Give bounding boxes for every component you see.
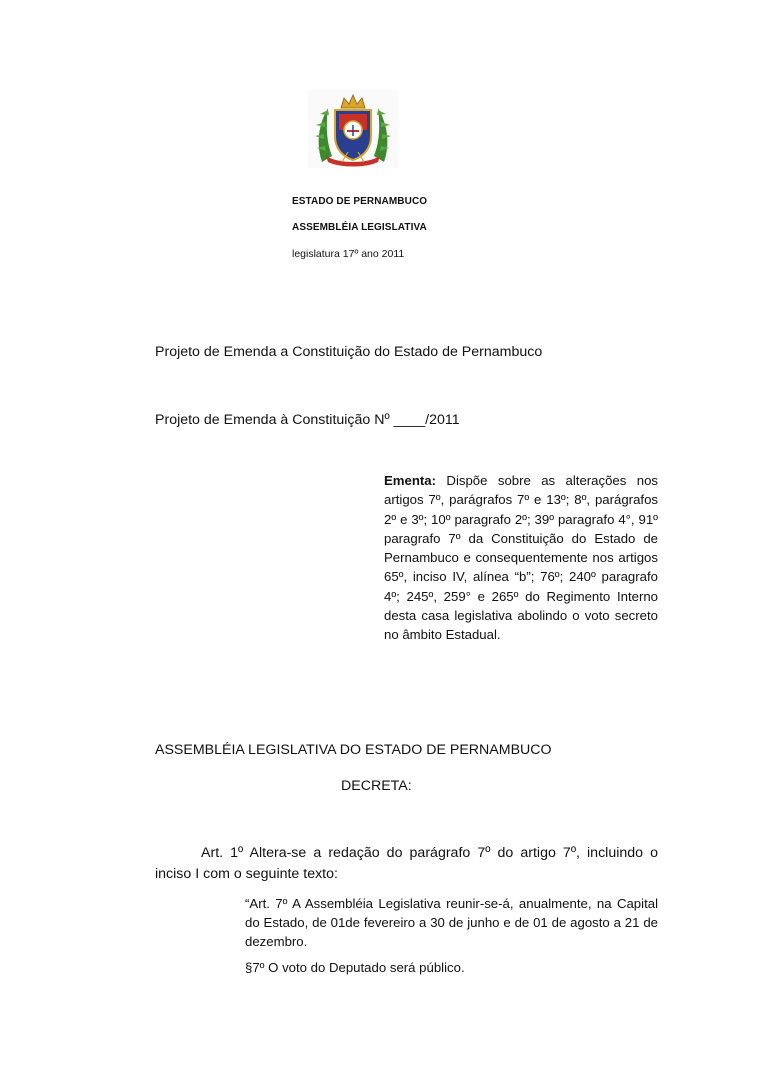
decreta-heading: DECRETA:: [341, 778, 412, 794]
ementa-block: [384, 471, 658, 645]
document-title: Projeto de Emenda a Constituição do Estado de Pernambuco: [155, 344, 543, 360]
coat-of-arms-icon: [308, 90, 398, 168]
assembly-line: ASSEMBLÉIA LEGISLATIVA DO ESTADO DE PERNAMBUCO: [155, 742, 552, 758]
ementa-label: Ementa:: [384, 473, 437, 488]
header-legislature: legislatura 17º ano 2011: [292, 248, 405, 260]
article-1: [155, 843, 658, 884]
document-number: Projeto de Emenda à Constituição Nº ____/2011: [155, 412, 460, 428]
ementa-text: Dispõe sobre as alterações nos artigos 7º, parágrafos 7º e 13º; 8º, parágrafos 2º e 3º; 10º paragrafo 2º; 39º paragrafo 4°, 91º paragrafo 7º da Constituição do Estado de Pernambuco e consequentemente nos artigos 65º, inciso IV, alínea “b”; 76º; 240º paragrafo 4º; 245º, 259° e 265º do Regimento Interno desta casa legislativa abolindo o voto secreto no âmbito Estadual.: [384, 473, 658, 643]
header-assembly: ASSEMBLÉIA LEGISLATIVA: [292, 222, 427, 233]
article-1-text: Art. 1º Altera-se a redação do parágrafo 7º do artigo 7º, incluindo o inciso I com o seguinte texto:: [155, 845, 658, 882]
header-state: ESTADO DE PERNAMBUCO: [292, 196, 428, 207]
paragraph-7: §7º O voto do Deputado será público.: [245, 960, 465, 975]
article-7-quote: “Art. 7º A Assembléia Legislativa reunir-se-á, anualmente, na Capital do Estado, de 01de fevereiro a 30 de junho e de 01 de agosto a 21 de dezembro.: [245, 896, 658, 949]
